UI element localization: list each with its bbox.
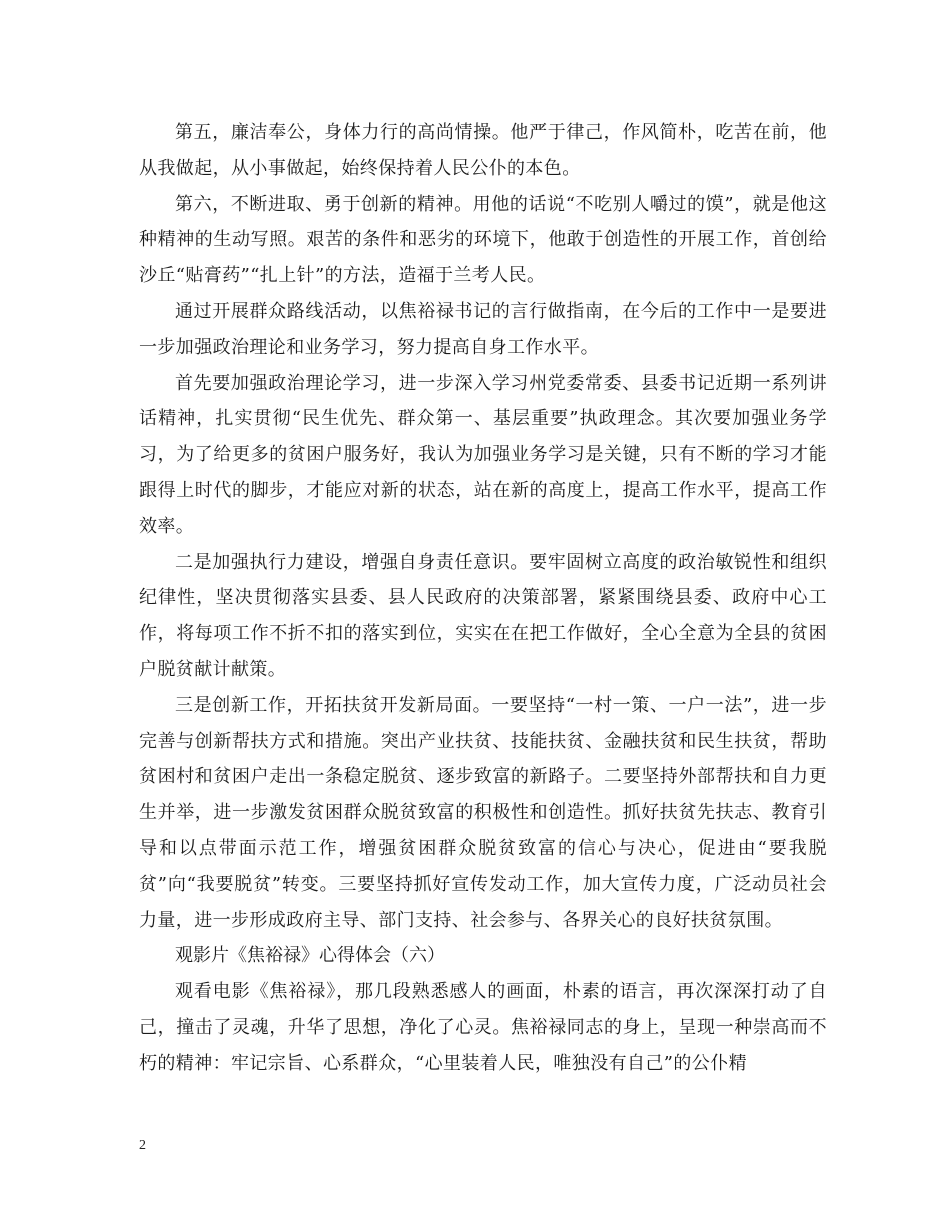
paragraph-political-study: 首先要加强政治理论学习，进一步深入学习州党委常委、县委书记近期一系列讲话精神，扎实贯彻“民生优先、群众第一、基层重要”执政理念。其次要加强业务学习，为了给更多的贫困户服务好，我认为加强业务学习是关键，只有不断的学习才能跟得上时代的脚步，才能应对新的状态，站在新的高度上，提高工作水平，提高工作效率。 [139,372,827,537]
paragraph-execution: 二是加强执行力建设，增强自身责任意识。要牢固树立高度的政治敏锐性和组织纪律性，坚决贯彻落实县委、县人民政府的决策部署，紧紧围绕县委、政府中心工作，将每项工作不折不扣的落实到位，实实在在把工作做好，全心全意为全县的贫困户脱贫献计献策。 [139,551,827,680]
section-heading: 观影片《焦裕禄》心得体会（六） [175,945,445,967]
paragraph-innovation: 三是创新工作，开拓扶贫开发新局面。一要坚持“一村一策、一户一法”，进一步完善与创新帮扶方式和措施。突出产业扶贫、技能扶贫、金融扶贫和民生扶贫，帮助贫困村和贫困户走出一条稳定脱贫、逐步致富的新路子。二要坚持外部帮扶和自力更生并举，进一步激发贫困群众脱贫致富的积极性和创造性。抓好扶贫先扶志、教育引导和以点带面示范工作，增强贫困群众脱贫致富的信心与决心，促进由“要我脱贫”向“我要脱贫”转变。三要坚持抓好宣传发动工作，加大宣传力度，广泛动员社会力量，进一步形成政府主导、部门支持、社会参与、各界关心的良好扶贫氛围。 [139,694,827,931]
page-number: 2 [139,1138,146,1153]
paragraph-fifth-virtue: 第五，廉洁奉公，身体力行的高尚情操。他严于律己，作风简朴，吃苦在前，他从我做起，从小事做起，始终保持着人民公仆的本色。 [139,122,827,179]
paragraph-mass-line: 通过开展群众路线活动，以焦裕禄书记的言行做指南，在今后的工作中一是要进一步加强政治理论和业务学习，努力提高自身工作水平。 [139,300,827,358]
document-body [139,115,827,1082]
paragraph-film-reflection: 观看电影《焦裕禄》，那几段熟悉感人的画面，朴素的语言，再次深深打动了自己，撞击了灵魂，升华了思想，净化了心灵。焦裕禄同志的身上，呈现一种崇高而不朽的精神：牢记宗旨、心系群众，“心里装着人民，唯独没有自己”的公仆精 [139,981,827,1074]
paragraph-sixth-virtue: 第六，不断进取、勇于创新的精神。用他的话说“不吃别人嚼过的馍”，就是他这种精神的生动写照。艰苦的条件和恶劣的环境下，他敢于创造性的开展工作，首创给沙丘“贴膏药”“扎上针”的方法，造福于兰考人民。 [139,193,827,287]
